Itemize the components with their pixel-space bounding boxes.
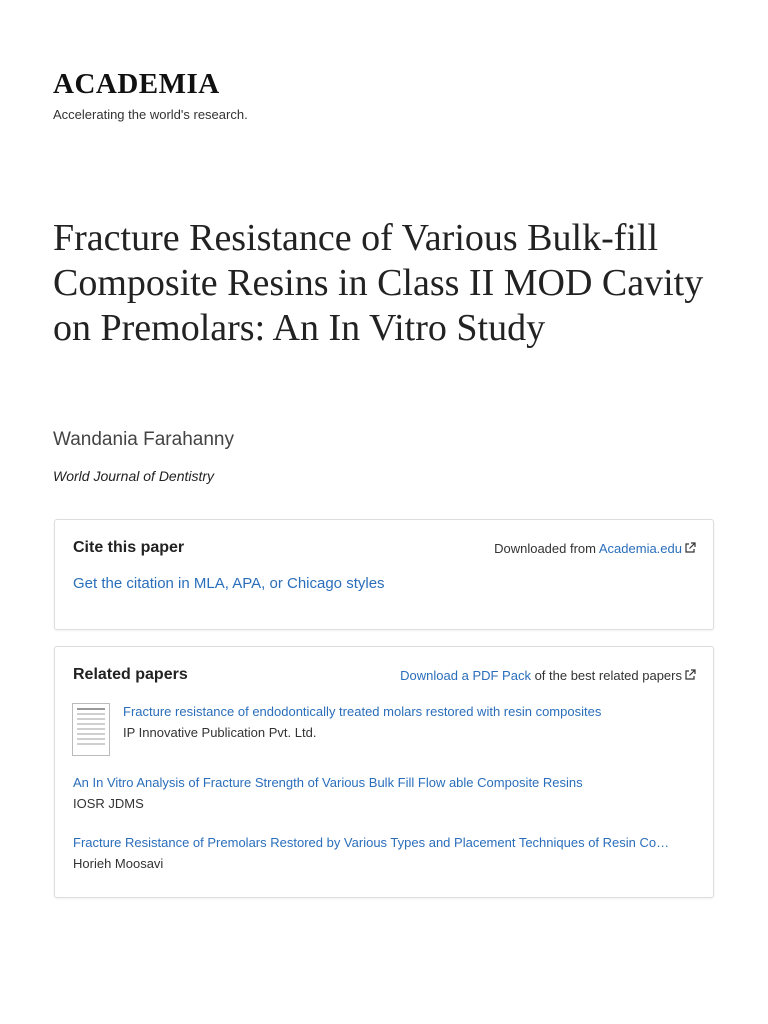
- related-paper-title[interactable]: An In Vitro Analysis of Fracture Strength of Various Bulk Fill Flow able Composite Resins: [73, 775, 583, 790]
- paper-author: Wandania Farahanny: [53, 429, 234, 450]
- cite-card: [54, 519, 714, 630]
- downloaded-prefix: Downloaded from: [494, 541, 599, 556]
- academia-edu-link[interactable]: Academia.edu: [598, 541, 682, 556]
- paper-thumbnail[interactable]: [72, 703, 110, 756]
- paper-journal: World Journal of Dentistry: [53, 468, 215, 484]
- related-paper-source: IOSR JDMS: [73, 796, 144, 811]
- tagline: Accelerating the world's research.: [53, 107, 248, 122]
- related-heading: Related papers: [73, 666, 188, 683]
- download-pdf-pack-link[interactable]: Download a PDF Pack: [400, 668, 531, 683]
- download-pdf-pack: [400, 668, 696, 683]
- download-pack-suffix: of the best related papers: [530, 668, 682, 683]
- academia-logo[interactable]: ACADEMIA: [53, 68, 220, 100]
- get-citation-link[interactable]: Get the citation in MLA, APA, or Chicago styles: [73, 575, 385, 592]
- related-paper-source: IP Innovative Publication Pvt. Ltd.: [123, 725, 317, 740]
- paper-title: Fracture Resistance of Various Bulk-fill Composite Resins in Class II MOD Cavity on Premolars: An In Vitro Study: [53, 217, 704, 349]
- external-link-icon[interactable]: [684, 542, 696, 554]
- related-paper-title[interactable]: Fracture resistance of endodontically treated molars restored with resin composites: [123, 704, 602, 719]
- external-link-icon[interactable]: [684, 669, 696, 681]
- related-papers-card: [54, 646, 714, 898]
- related-paper-title[interactable]: Fracture Resistance of Premolars Restored by Various Types and Placement Techniques of Resin Co…: [73, 835, 670, 850]
- cite-heading: Cite this paper: [73, 539, 185, 556]
- downloaded-from: [494, 541, 696, 556]
- related-paper-source: Horieh Moosavi: [73, 856, 164, 871]
